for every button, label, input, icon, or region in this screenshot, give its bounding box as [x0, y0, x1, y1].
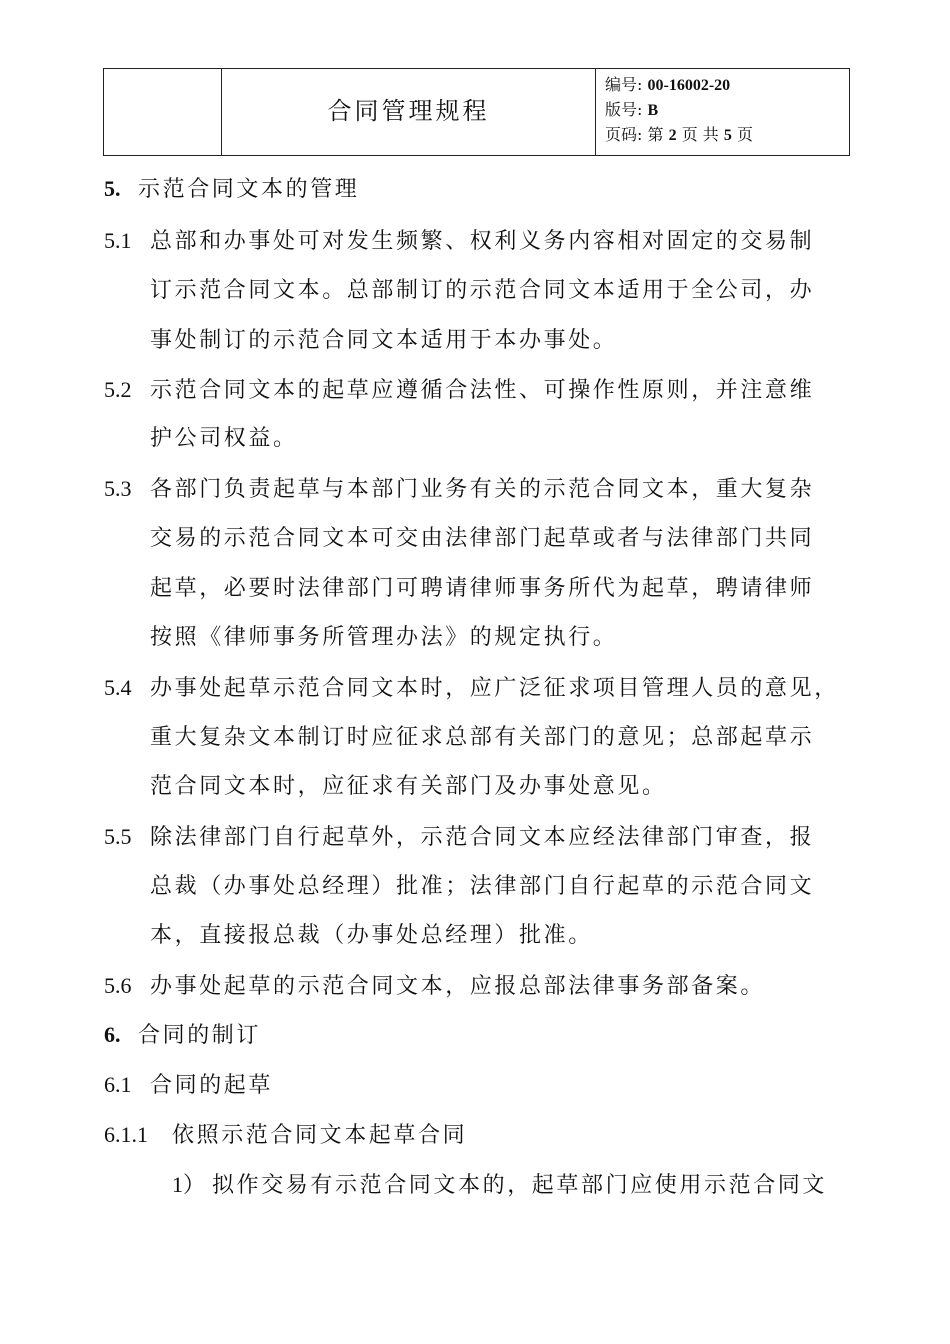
- list-item: [172, 1170, 827, 1201]
- section-heading: [104, 1020, 261, 1051]
- clause-number: 5.1: [104, 228, 132, 253]
- clause-line: [150, 424, 298, 454]
- clause-line: [150, 574, 814, 604]
- clause-line: [104, 1070, 273, 1101]
- section-text: 示范合同文本的管理: [138, 177, 360, 202]
- clause-line: [104, 226, 814, 257]
- clause-text: 示范合同文本的起草应遵循合法性、可操作性原则，并注意维: [150, 378, 815, 403]
- version-label: 版号:: [605, 100, 643, 119]
- list-item-text: 拟作交易有示范合同文本的，起草部门应使用示范合同文: [212, 1173, 828, 1198]
- clause-text: 总部和办事处可对发生频繁、权利义务内容相对固定的交易制: [150, 229, 815, 254]
- clause-line: [104, 822, 814, 853]
- clause-text: 办事处起草示范合同文本时，应广泛征求项目管理人员的意见，: [150, 676, 839, 701]
- clause-line: [104, 971, 765, 1002]
- clause-text: 本，直接报总裁（办事处总经理）批准。: [150, 923, 593, 948]
- page-prefix: 第: [647, 125, 664, 144]
- clause-number: 5.6: [104, 973, 132, 998]
- clause-line: [150, 921, 593, 951]
- document-meta: [596, 69, 849, 155]
- page-total: 5: [723, 127, 732, 144]
- clause-number: 5.4: [104, 675, 132, 700]
- page-current: 2: [668, 127, 677, 144]
- subclause-number: 6.1.1: [104, 1122, 148, 1147]
- clause-text: 交易的示范合同文本可交由法律部门起草或者与法律部门共同: [150, 526, 815, 551]
- section-number: 6.: [104, 1022, 121, 1047]
- document-title: 合同管理规程: [222, 69, 596, 155]
- clause-text: 订示范合同文本。总部制订的示范合同文本适用于全公司，办: [150, 278, 815, 303]
- section-text: 合同的制订: [138, 1023, 262, 1048]
- subclause-text: 依照示范合同文本起草合同: [172, 1123, 468, 1148]
- clause-text: 总裁（办事处总经理）批准；法律部门自行起草的示范合同文: [150, 874, 815, 899]
- clause-number: 5.5: [104, 824, 132, 849]
- clause-line: [150, 326, 617, 356]
- section-number: 5.: [104, 176, 121, 201]
- clause-text: 重大复杂文本制订时应征求总部有关部门的意见；总部起草示: [150, 725, 815, 750]
- clause-text: 起草，必要时法律部门可聘请律师事务所代为起草，聘请律师: [150, 576, 815, 601]
- clause-line: [150, 772, 667, 802]
- page-row: [605, 123, 849, 148]
- clause-line: [104, 673, 839, 704]
- clause-line: [104, 474, 814, 505]
- clause-text: 护公司权益。: [150, 426, 298, 451]
- clause-number: 5.2: [104, 377, 132, 402]
- clause-text: 范合同文本时，应征求有关部门及办事处意见。: [150, 774, 667, 799]
- clause-line: [150, 276, 814, 306]
- clause-line: [150, 872, 814, 902]
- code-value: 00-16002-20: [647, 77, 731, 94]
- document-header-table: [103, 68, 850, 156]
- clause-text: 各部门负责起草与本部门业务有关的示范合同文本，重大复杂: [150, 477, 815, 502]
- clause-line: [150, 524, 814, 554]
- clause-text: 办事处起草的示范合同文本，应报总部法律事务部备案。: [150, 974, 766, 999]
- section-heading: [104, 174, 359, 205]
- logo-cell: [104, 69, 222, 155]
- list-item-number: 1）: [172, 1172, 206, 1197]
- clause-text: 除法律部门自行起草外，示范合同文本应经法律部门审查，报: [150, 825, 815, 850]
- subclause-line: [104, 1120, 467, 1151]
- clause-line: [150, 723, 814, 753]
- code-label: 编号:: [605, 75, 643, 94]
- clause-number: 6.1: [104, 1072, 132, 1097]
- clause-text: 事处制订的示范合同文本适用于本办事处。: [150, 328, 618, 353]
- page-label: 页码:: [605, 125, 643, 144]
- clause-number: 5.3: [104, 476, 132, 501]
- clause-line: [104, 375, 814, 406]
- version-value: B: [647, 102, 659, 119]
- code-row: [605, 73, 849, 98]
- clause-text: 按照《律师事务所管理办法》的规定执行。: [150, 625, 618, 650]
- page-suffix: 页: [736, 125, 753, 144]
- clause-text: 合同的起草: [150, 1073, 274, 1098]
- page-mid: 页 共: [681, 125, 719, 144]
- version-row: [605, 98, 849, 123]
- clause-line: [150, 623, 617, 653]
